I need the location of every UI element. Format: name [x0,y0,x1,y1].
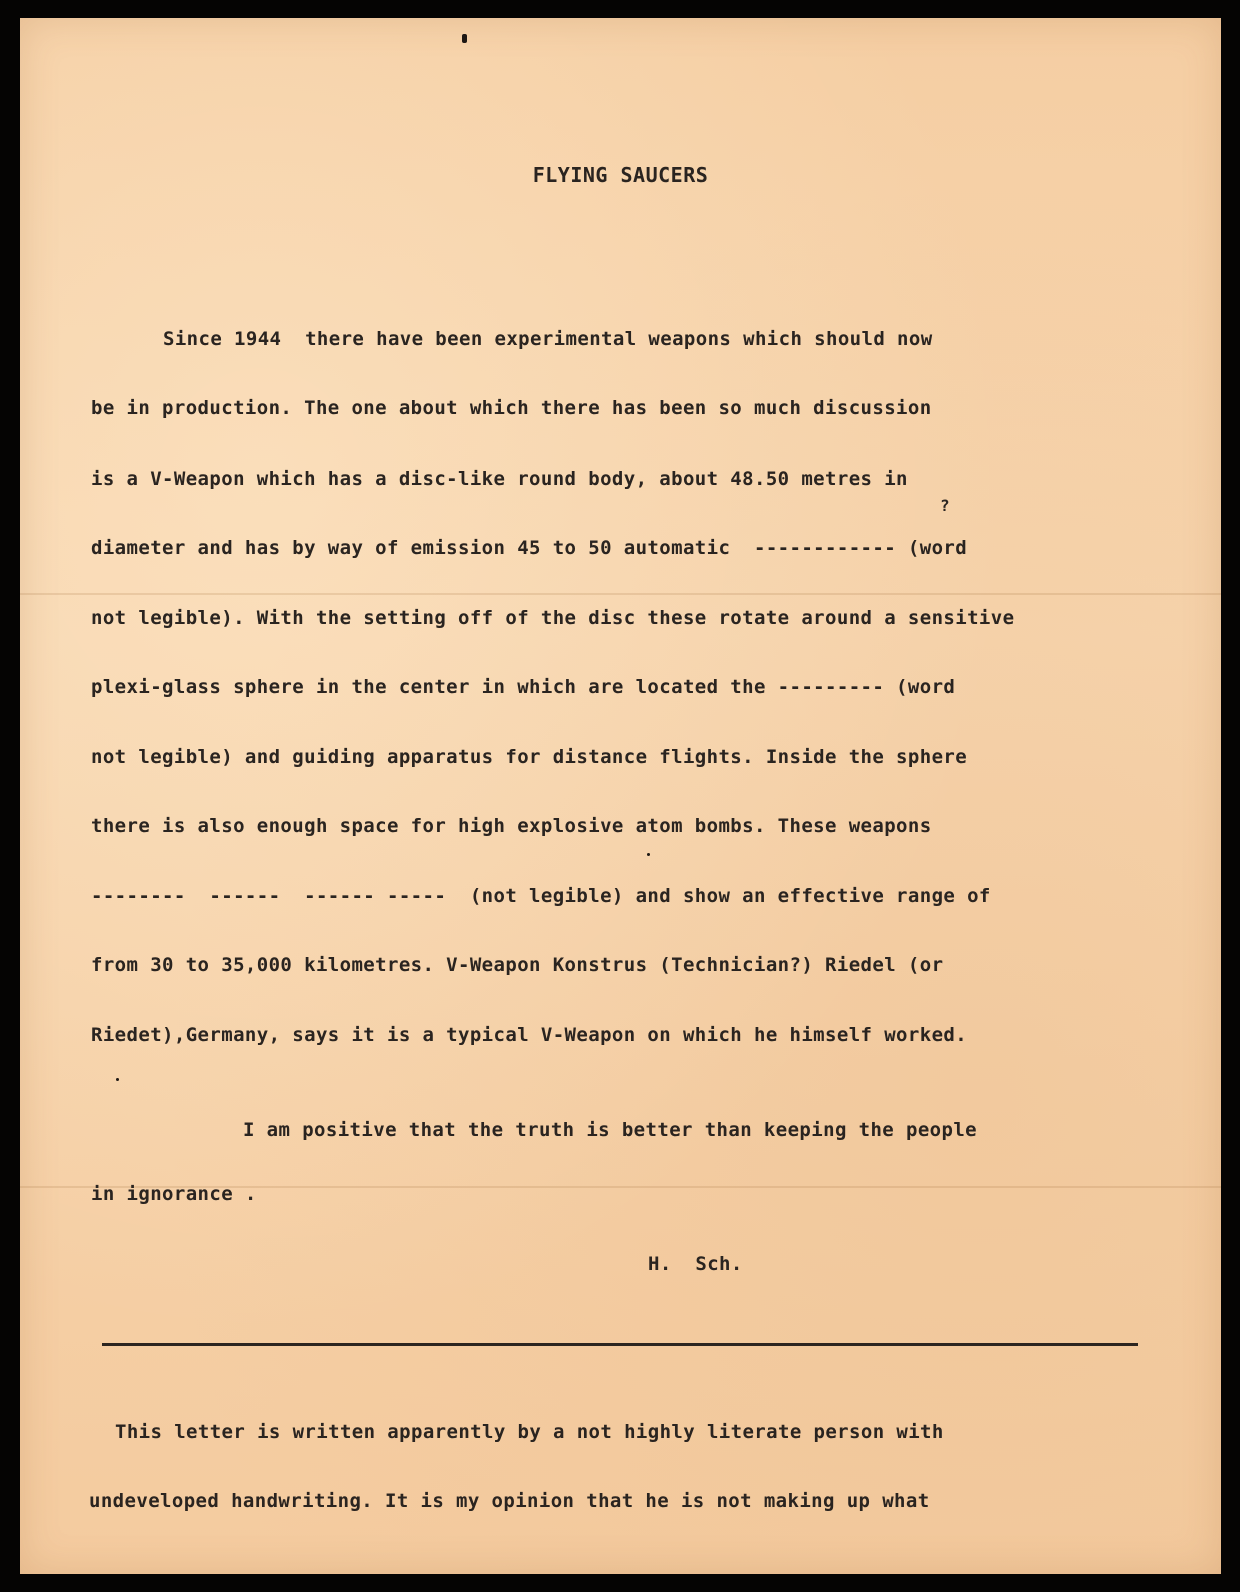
signature: H. Sch. [648,1253,743,1275]
body-line: Riedet),Germany, says it is a typical V-Weapon on which he himself worked. [91,1024,968,1046]
note-line: undeveloped handwriting. It is my opinion that he is not making up what [89,1490,930,1512]
note-line: This letter is written apparently by a not highly literate person with [115,1421,944,1443]
body-line: plexi-glass sphere in the center in which are located the --------- (word [91,676,956,698]
ink-speck [647,853,650,856]
body-line: from 30 to 35,000 kilometres. V-Weapon Konstrus (Technician?) Riedel (or [91,954,944,976]
body-line: Since 1944 there have been experimental weapons which should now [163,328,933,350]
body-line: not legible) and guiding apparatus for distance flights. Inside the sphere [91,746,968,768]
body-line: -------- ------ ------ ----- (not legible) and show an effective range of [91,885,991,907]
fold-crease [20,593,1221,595]
document-title: FLYING SAUCERS [532,163,709,187]
body-line: there is also enough space for high explosive atom bombs. These weapons [91,815,932,837]
body-line: diameter and has by way of emission 45 to 50 automatic ------------ (word [91,537,968,559]
body-line: be in production. The one about which there has been so much discussion [91,397,932,419]
closing-line: I am positive that the truth is better than keeping the people [243,1119,978,1141]
horizontal-rule [102,1343,1138,1346]
closing-line: in ignorance . [91,1183,257,1205]
body-line: is a V-Weapon which has a disc-like round body, about 48.50 metres in [91,468,908,490]
document-page [20,18,1221,1574]
body-line: not legible). With the setting off of the disc these rotate around a sensitive [91,607,1015,629]
ink-speck [462,34,467,43]
ink-speck [116,1078,119,1081]
handwritten-question-mark: ? [940,496,950,515]
